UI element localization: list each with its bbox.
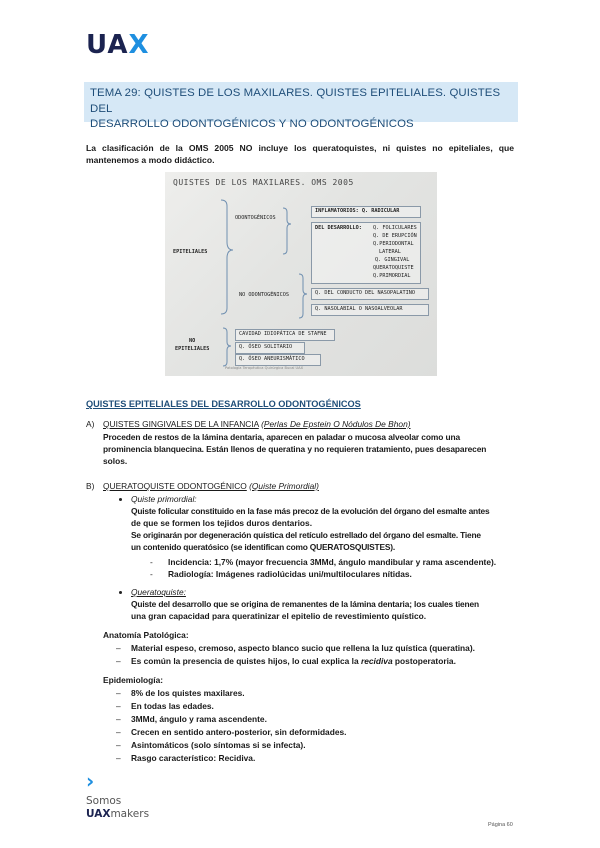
anatomia-heading: Anatomía Patológica: bbox=[103, 630, 189, 640]
diagram-title: QUISTES DE LOS MAXILARES. OMS 2005 bbox=[173, 178, 354, 187]
diagram-desarrollo-item: Q. DE ERUPCIÓN bbox=[373, 233, 417, 239]
queratoquiste-title: Queratoquiste: bbox=[131, 587, 186, 597]
somos-uax-makers-logo: Somos UAXmakers bbox=[86, 795, 150, 820]
classification-diagram bbox=[165, 172, 437, 376]
dash-marker: - bbox=[150, 557, 153, 567]
diagram-nasolabial: Q. NASOLABIAL O NASOALVEOLAR bbox=[315, 306, 403, 312]
topic-title-band bbox=[84, 82, 518, 130]
item-b-marker: B) bbox=[86, 481, 95, 491]
epidemiologia-last-item: Rasgo característico: Recidiva. bbox=[131, 753, 256, 763]
dash-marker: – bbox=[116, 727, 121, 737]
bullet bbox=[119, 591, 122, 594]
primordial-line-2: de que se formen los tejidos duros dentarios. bbox=[131, 518, 313, 528]
diagram-caption: Patología Terapéutica Quirúrgica Bucal UAX bbox=[225, 366, 304, 370]
diagram-odontogenicos: ODONTOGÉNICOS bbox=[235, 215, 276, 221]
diagram-inflamatorios: INFLAMATORIOS: Q. RADICULAR bbox=[315, 208, 400, 214]
page-number: Página 60 bbox=[488, 822, 513, 828]
diagram-desarrollo-item: Q.PERIODONTAL bbox=[373, 241, 414, 247]
queratoquiste-line-2: una gran capacidad para queratinizar el epitelio de revestimiento quístico. bbox=[131, 611, 427, 621]
epidemiologia-item: Asintomáticos (solo síntomas si se infecta). bbox=[131, 740, 306, 750]
item-b-heading: QUERATOQUISTE ODONTOGÉNICO (Quiste Primordial) bbox=[103, 481, 319, 491]
dash-marker: – bbox=[116, 701, 121, 711]
item-a-marker: A) bbox=[86, 419, 95, 429]
title-line-1: TEMA 29: QUISTES DE LOS MAXILARES. QUISTES EPITELIALES. QUISTES DEL bbox=[90, 87, 501, 115]
item-a-line-1: Proceden de restos de la lámina dentaria, aparecen en paladar o mucosa alveolar como una bbox=[103, 432, 461, 442]
diagram-desarrollo-item: Q. GINGIVAL bbox=[375, 257, 410, 263]
item-a-line-2: prominencia blanquecina. Están llenos de queratina y no requieren tratamiento, pues desaparecen bbox=[103, 444, 487, 454]
item-a-heading: QUISTES GINGIVALES DE LA INFANCIA (Perlas De Epstein O Nódulos De Bhon) bbox=[103, 419, 411, 429]
diagram-oseo-aneurismatico: Q. ÓSEO ANEURISMÁTICO bbox=[239, 356, 305, 362]
diagram-stafne: CAVIDAD IDIOPÁTICA DE STAFNE bbox=[239, 331, 327, 337]
dash-marker: – bbox=[116, 688, 121, 698]
section-heading: QUISTES EPITELIALES DEL DESARROLLO ODONTOGÉNICOS bbox=[86, 399, 361, 409]
diagram-no-odontogenicos: NO ODONTOGÉNICOS bbox=[239, 292, 289, 298]
anatomia-item-2: Es común la presencia de quistes hijos, lo cual explica la recidiva postoperatoria. bbox=[131, 656, 456, 666]
epidemiologia-item: 8% de los quistes maxilares. bbox=[131, 688, 245, 698]
dash-marker: – bbox=[116, 643, 121, 653]
anatomia-item-1: Material espeso, cremoso, aspecto blanco sucio que rellena la luz quística (queratina). bbox=[131, 643, 475, 653]
epidemiologia-heading: Epidemiología: bbox=[103, 675, 164, 685]
diagram-nasopalatino: Q. DEL CONDUCTO DEL NASOPALATINO bbox=[315, 290, 415, 296]
diagram-desarrollo-item: Q.PRIMORDIAL bbox=[373, 273, 411, 279]
item-a-line-3: solos. bbox=[103, 456, 128, 466]
diagram-oseo-solitario: Q. ÓSEO SOLITARIO bbox=[239, 344, 293, 350]
dash-marker: – bbox=[116, 714, 121, 724]
title-line-2: DESARROLLO ODONTOGÉNICOS Y NO ODONTOGÉNICOS bbox=[90, 118, 414, 130]
primordial-line-1: Quiste folicular constituido en la fase más precoz de la evolución del órgano del esmalte antes bbox=[131, 506, 490, 516]
diagram-desarrollo-item: Q. FOLICULARES bbox=[373, 225, 417, 231]
dash-marker: – bbox=[116, 656, 121, 666]
diagram-desarrollo-item: QUERATOQUISTE bbox=[373, 265, 414, 271]
primordial-line-3: Se originarán por degeneración quística del retículo estrellado del órgano del esmalte. Tiene bbox=[131, 530, 481, 540]
diagram-no-line1: NO bbox=[189, 338, 196, 344]
diagram-epiteliales: EPITELIALES bbox=[173, 249, 208, 255]
diagram-del-desarrollo: DEL DESARROLLO: bbox=[315, 225, 362, 231]
epidemiologia-item: 3MMd, ángulo y rama ascendente. bbox=[131, 714, 267, 724]
primordial-title: Quiste primordial: bbox=[131, 494, 197, 504]
epidemiologia-item: En todas las edades. bbox=[131, 701, 214, 711]
radiologia: Radiología: Imágenes radiolúcidas uni/multiloculares nítidas. bbox=[168, 569, 412, 579]
bullet bbox=[119, 498, 122, 501]
dash-marker: – bbox=[116, 740, 121, 750]
incidencia: Incidencia: 1,7% (mayor frecuencia 3MMd, ángulo mandibular y rama ascendente). bbox=[168, 557, 497, 567]
chevron-icon: › bbox=[86, 769, 95, 793]
primordial-line-4: un contenido queratósico (se identifican como QUERATOSQUISTES). bbox=[131, 542, 395, 552]
queratoquiste-line-1: Quiste del desarrollo que se origina de remanentes de la lámina dentaria; los cuales tienen bbox=[131, 599, 479, 609]
epidemiologia-item: Crecen en sentido antero-posterior, sin deformidades. bbox=[131, 727, 347, 737]
dash-marker: – bbox=[116, 753, 121, 763]
diagram-desarrollo-item: LATERAL bbox=[379, 249, 401, 255]
intro-paragraph: La clasificación de la OMS 2005 NO incluye los queratoquistes, ni quistes no epiteliales, que mantenemos a modo didáctico. bbox=[86, 143, 514, 165]
diagram-no-line2: EPITELIALES bbox=[175, 346, 210, 352]
dash-marker: - bbox=[150, 569, 153, 579]
uax-logo: UAX bbox=[86, 30, 150, 60]
